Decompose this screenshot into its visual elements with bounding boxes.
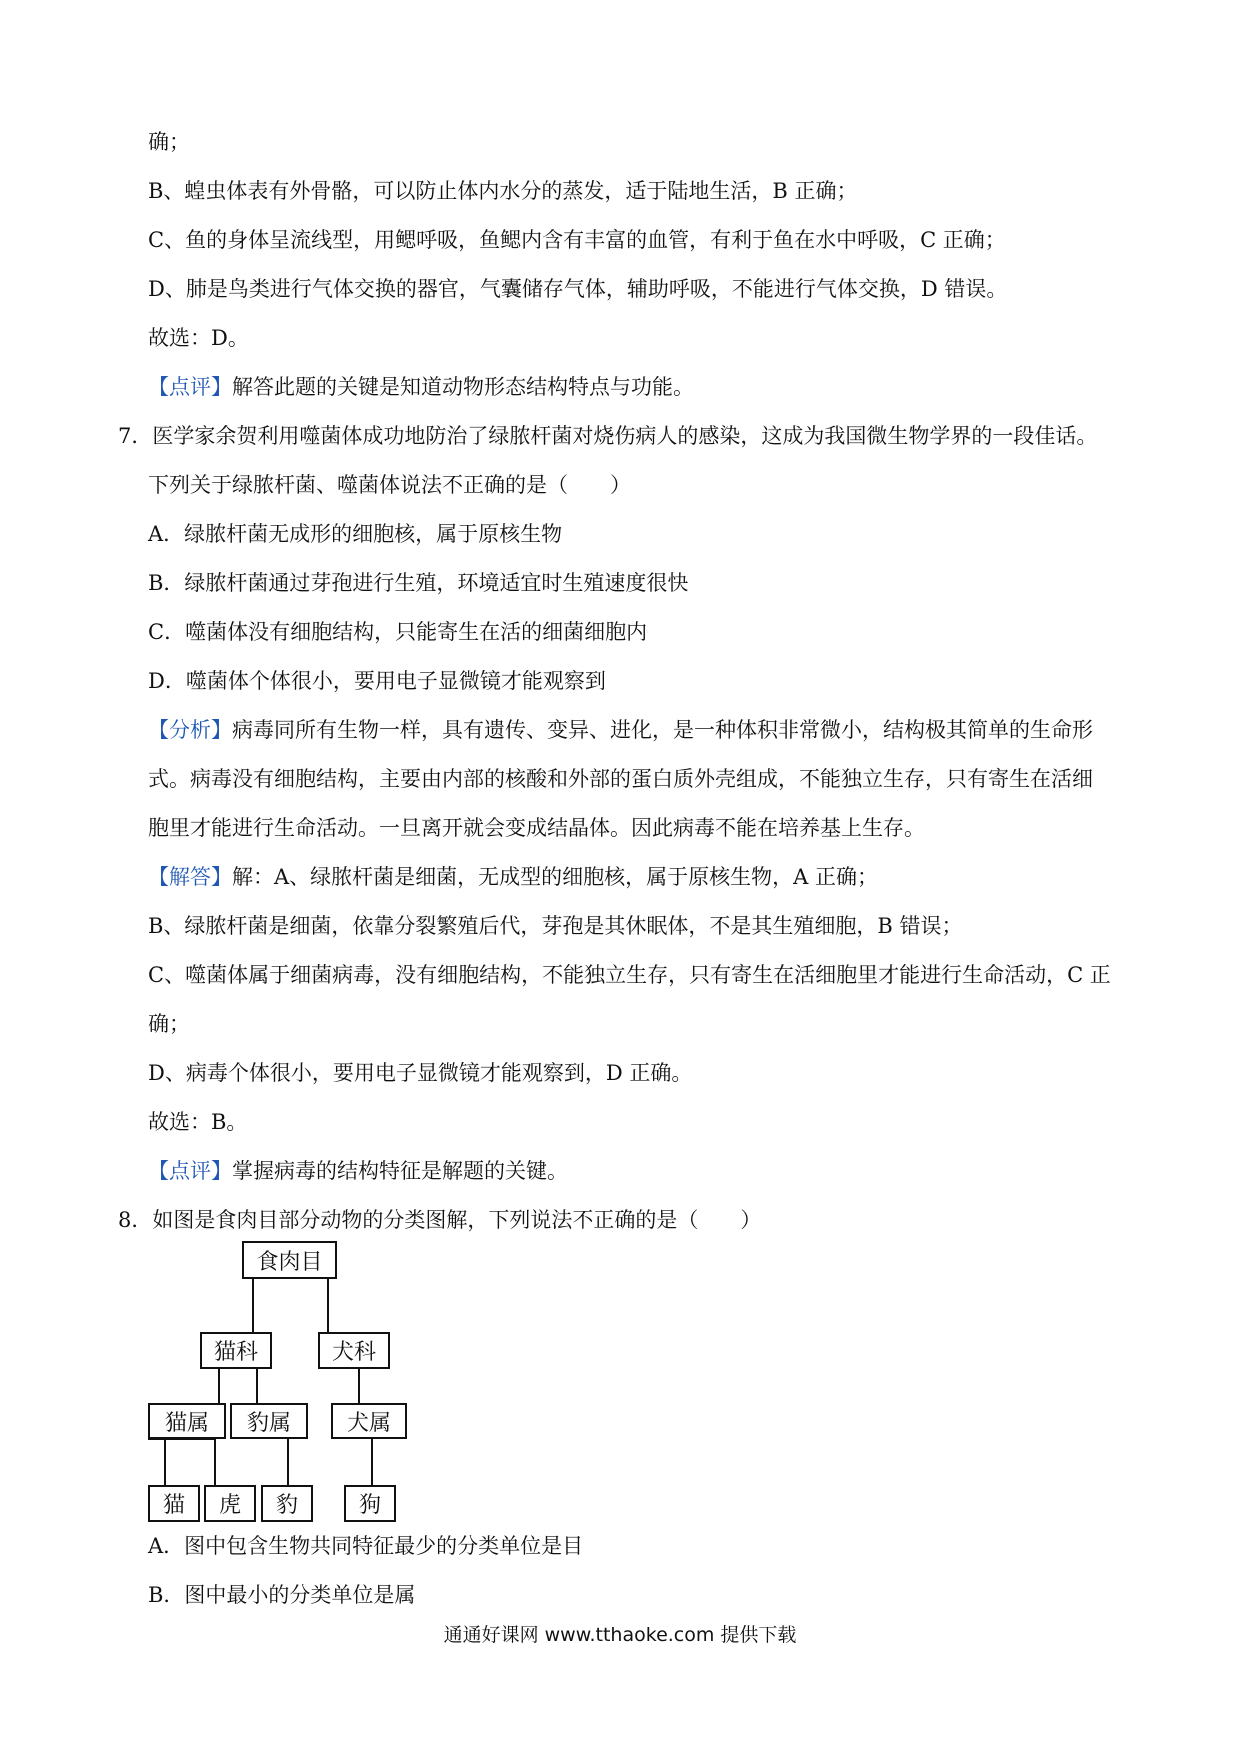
- comment-text: 解答此题的关键是知道动物形态结构特点与功能。: [232, 375, 694, 399]
- q7-analysis-line2: 式。病毒没有细胞结构，主要由内部的核酸和外部的蛋白质外壳组成，不能独立生存，只有寄生在活细: [148, 767, 1093, 791]
- connector-line: [287, 1438, 289, 1485]
- node-order: 食肉目: [242, 1241, 337, 1279]
- q7-comment: [148, 1157, 568, 1185]
- q7-option-a: A．绿脓杆菌无成形的细胞核，属于原核生物: [148, 522, 563, 546]
- answer-text: 解：A、绿脓杆菌是细菌，无成型的细胞核，属于原核生物，A 正确；: [232, 865, 879, 889]
- connector-line: [252, 1278, 254, 1332]
- q8-option-a: A．图中包含生物共同特征最少的分类单位是目: [148, 1534, 584, 1558]
- analysis-tag: 【分析】: [148, 718, 232, 742]
- q7-answer-line4: 确；: [148, 1012, 190, 1036]
- node-genus-leopard: 豹属: [230, 1403, 308, 1439]
- page-footer: 通通好课网 www.tthaoke.com 提供下载: [443, 1624, 797, 1646]
- q7-answer-line3: C、噬菌体属于细菌病毒，没有细胞结构，不能独立生存，只有寄生在活细胞里才能进行生命活动，C 正: [148, 963, 1111, 987]
- q7-answer-line2: B、绿脓杆菌是细菌，依靠分裂繁殖后代，芽孢是其休眠体，不是其生殖细胞，B 错误；: [148, 914, 963, 938]
- connector-line: [214, 1438, 216, 1485]
- q7-answer-line1: [148, 863, 878, 891]
- q7-answer-line5: D、病毒个体很小，要用电子显微镜才能观察到，D 正确。: [148, 1061, 693, 1085]
- node-genus-dog: 犬属: [331, 1403, 407, 1439]
- q6-line-c: C、鱼的身体呈流线型，用鳃呼吸，鱼鳃内含有丰富的血管，有利于鱼在水中呼吸，C 正确；: [148, 228, 1006, 252]
- analysis-text: 病毒同所有生物一样，具有遗传、变异、进化，是一种体积非常微小，结构极其简单的生命形: [232, 718, 1093, 742]
- comment-tag: 【点评】: [148, 1159, 232, 1183]
- q6-line-a-tail: 确；: [148, 130, 190, 154]
- answer-tag: 【解答】: [148, 865, 232, 889]
- node-species-tiger: 虎: [204, 1485, 256, 1522]
- q7-option-c: C．噬菌体没有细胞结构，只能寄生在活的细菌细胞内: [148, 620, 648, 644]
- q7-stem-line2: 下列关于绿脓杆菌、噬菌体说法不正确的是（ ）: [148, 473, 631, 497]
- q6-line-d: D、肺是鸟类进行气体交换的器官，气囊储存气体，辅助呼吸，不能进行气体交换，D 错误。: [148, 277, 1008, 301]
- q8-stem: 8．如图是食肉目部分动物的分类图解，下列说法不正确的是（ ）: [118, 1208, 762, 1232]
- q7-option-d: D．噬菌体个体很小，要用电子显微镜才能观察到: [148, 669, 606, 693]
- q6-choice: 故选：D。: [148, 326, 249, 350]
- comment-tag: 【点评】: [148, 375, 232, 399]
- connector-line: [371, 1438, 373, 1485]
- q7-analysis-line1: [148, 716, 1093, 744]
- q7-choice: 故选：B。: [148, 1110, 248, 1134]
- connector-line: [327, 1278, 329, 1332]
- node-species-dog: 狗: [344, 1485, 396, 1522]
- node-species-cat: 猫: [148, 1485, 200, 1522]
- connector-line: [164, 1438, 166, 1485]
- q8-option-b: B．图中最小的分类单位是属: [148, 1583, 416, 1607]
- node-species-leopard: 豹: [261, 1485, 313, 1522]
- q7-analysis-line3: 胞里才能进行生命活动。一旦离开就会变成结晶体。因此病毒不能在培养基上生存。: [148, 816, 925, 840]
- q7-stem-line1: 7．医学家余贺利用噬菌体成功地防治了绿脓杆菌对烧伤病人的感染，这成为我国微生物学界的一段佳话。: [118, 424, 1098, 448]
- comment-text: 掌握病毒的结构特征是解题的关键。: [232, 1159, 568, 1183]
- node-family-cat: 猫科: [200, 1332, 272, 1369]
- node-family-dog: 犬科: [318, 1332, 390, 1369]
- q6-comment: [148, 373, 694, 401]
- q7-option-b: B．绿脓杆菌通过芽孢进行生殖，环境适宜时生殖速度很快: [148, 571, 689, 595]
- node-genus-cat: 猫属: [148, 1403, 226, 1439]
- q6-line-b: B、蝗虫体表有外骨骼，可以防止体内水分的蒸发，适于陆地生活，B 正确；: [148, 179, 858, 203]
